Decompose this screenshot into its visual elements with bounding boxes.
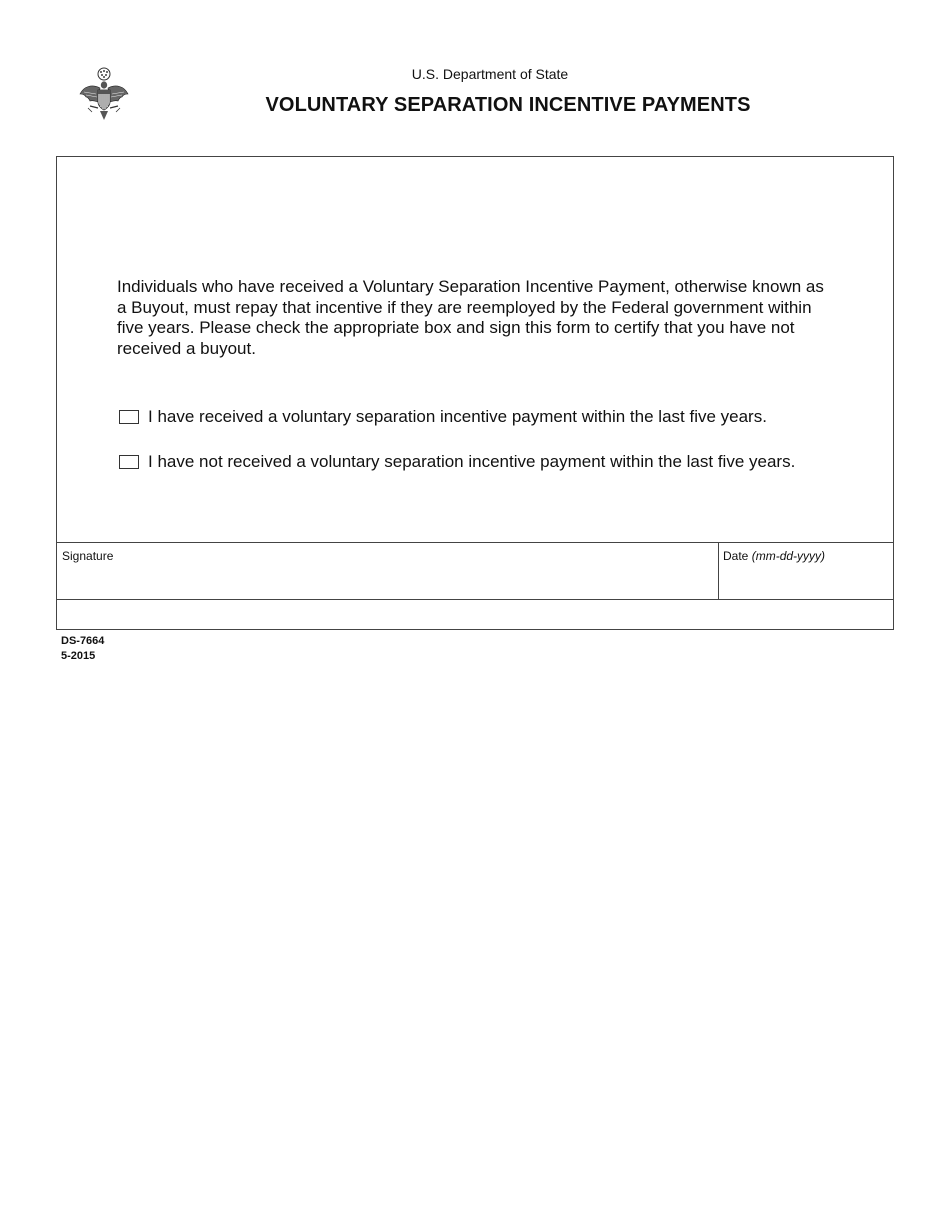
date-label: Date xyxy=(723,549,749,563)
form-identifier xyxy=(61,634,104,663)
option-received-label: I have received a voluntary separation incentive payment within the last five years. xyxy=(148,407,767,426)
option-received[interactable] xyxy=(119,407,767,427)
not-received-checkbox[interactable] xyxy=(119,455,139,469)
option-not-received[interactable] xyxy=(119,452,795,472)
date-field[interactable] xyxy=(718,543,894,599)
form-number: DS-7664 xyxy=(61,635,105,647)
date-label-group xyxy=(723,549,825,563)
signature-field[interactable] xyxy=(57,543,718,599)
form-revision: 5-2015 xyxy=(61,649,96,662)
form-title: VOLUNTARY SEPARATION INCENTIVE PAYMENTS xyxy=(265,94,751,116)
form-box xyxy=(56,156,894,630)
received-checkbox[interactable] xyxy=(119,410,139,424)
option-not-received-label: I have not received a voluntary separation incentive payment within the last five years. xyxy=(148,452,796,471)
agency-name: U.S. Department of State xyxy=(411,66,569,82)
date-format-hint: (mm-dd-yyyy) xyxy=(751,549,826,563)
signature-row xyxy=(57,542,893,600)
instructions-text: Individuals who have received a Voluntary Separation Incentive Payment, otherwise known as a Buyout, must repay that incentive if they are reemployed by the Federal government within five years. Please check the appropriate box and sign this form to certify that you have not received a buyout. xyxy=(117,277,824,358)
signature-label: Signature xyxy=(62,549,114,563)
